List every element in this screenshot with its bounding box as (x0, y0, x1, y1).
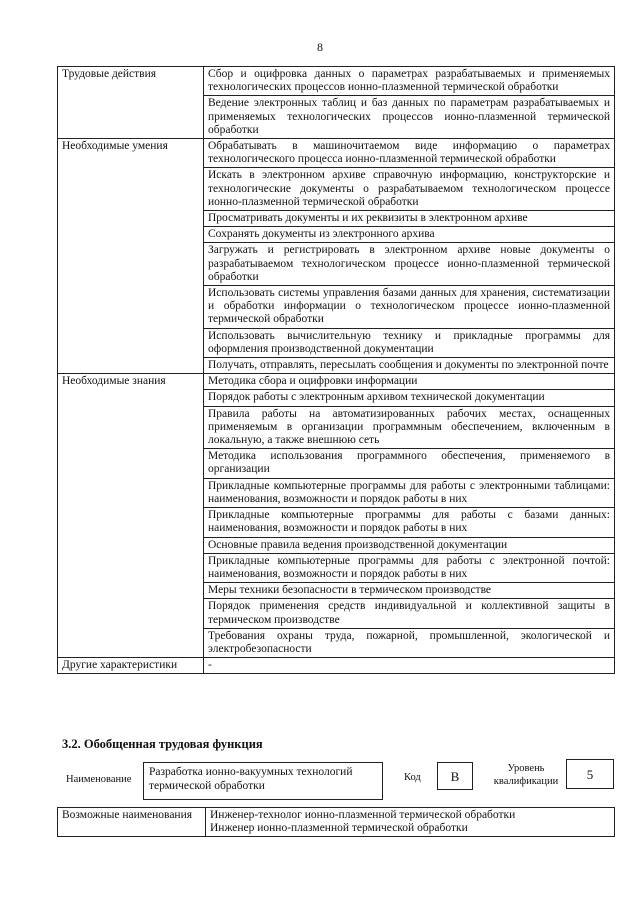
table-cell: Прикладные компьютерные программы для работы с электронной почтой: наименования, возможности и порядок работы в них (204, 553, 615, 582)
table-cell: Сбор и оцифровка данных о параметрах разрабатываемых и применяемых технологических процессов ионно-плазменной термической обработки (204, 67, 615, 96)
table-cell: Просматривать документы и их реквизиты в электронном архиве (204, 211, 615, 227)
function-name-label: Наименование (66, 774, 132, 785)
table-cell: Загружать и регистрировать в электронном архиве новые документы о разрабатываемом технологическом процессе ионно-плазменной термической обработки (204, 243, 615, 286)
section-label: Трудовые действия (58, 67, 204, 139)
possible-name-item: Инженер ионно-плазменной термической обработки (210, 822, 468, 835)
section-label: Другие характеристики (58, 658, 204, 674)
table-cell: Порядок работы с электронным архивом технической документации (204, 390, 615, 406)
function-code-box: B (437, 762, 473, 790)
section-title: 3.2. Обобщенная трудовая функция (62, 737, 263, 751)
table-cell: Меры техники безопасности в термическом производстве (204, 583, 615, 599)
labor-functions-table (57, 66, 615, 674)
possible-names-row (58, 808, 615, 837)
table-cell: Методика сбора и оцифровки информации (204, 374, 615, 390)
table-cell: Методика использования программного обеспечения, применяемого в организации (204, 449, 615, 478)
labor-functions-table-body (58, 67, 615, 674)
possible-names-label: Возможные наименования (58, 808, 206, 837)
section-label: Необходимые знания (58, 374, 204, 658)
table-cell: Сохранять документы из электронного архива (204, 227, 615, 243)
table-cell: Использовать вычислительную технику и прикладные программы для оформления производственной документации (204, 328, 615, 357)
function-code-label: Код (404, 772, 421, 783)
table-cell: Использовать системы управления базами данных для хранения, систематизации и обработки информации о технологическом процессе ионно-плазменной термической обработки (204, 286, 615, 329)
table-row (58, 139, 615, 168)
table-cell: Порядок применения средств индивидуальной и коллективной защиты в термическом производстве (204, 599, 615, 628)
qualification-level-box: 5 (566, 759, 614, 789)
possible-names-values (206, 808, 615, 837)
table-cell: Обрабатывать в машиночитаемом виде информацию о параметрах технологического процесса ионно-плазменной термической обработки (204, 139, 615, 168)
table-row (58, 658, 615, 674)
table-cell: Ведение электронных таблиц и баз данных по параметрам разрабатываемых и применяемых технологических процессов ионно-плазменной термической обработки (204, 96, 615, 139)
table-row (58, 374, 615, 390)
table-cell: Прикладные компьютерные программы для работы с электронными таблицами: наименования, возможности и порядок работы в них (204, 478, 615, 507)
qualification-level-label: Уровень квалификации (493, 763, 559, 787)
table-row (58, 67, 615, 96)
table-cell: Правила работы на автоматизированных рабочих местах, оснащенных применяемым в организации программным обеспечением, включенным в локальную, а также внешнюю сеть (204, 406, 615, 449)
table-cell: Искать в электронном архиве справочную информацию, конструкторские и технологические документы о разрабатываемом технологическом процессе ионно-плазменной термической обработки (204, 168, 615, 211)
possible-names-table (57, 807, 615, 837)
table-cell: Требования охраны труда, пожарной, промышленной, экологической и электробезопасности (204, 628, 615, 657)
table-cell: Основные правила ведения производственной документации (204, 537, 615, 553)
page-number: 8 (317, 40, 323, 54)
section-label: Необходимые умения (58, 139, 204, 374)
possible-name-item: Инженер-технолог ионно-плазменной термической обработки (210, 809, 516, 821)
function-name-box: Разработка ионно-вакуумных технологий термической обработки (143, 762, 383, 800)
table-cell: Получать, отправлять, пересылать сообщения и документы по электронной почте (204, 358, 615, 374)
table-cell: Прикладные компьютерные программы для работы с базами данных: наименования, возможности и порядок работы в них (204, 508, 615, 537)
table-cell: - (204, 658, 615, 674)
